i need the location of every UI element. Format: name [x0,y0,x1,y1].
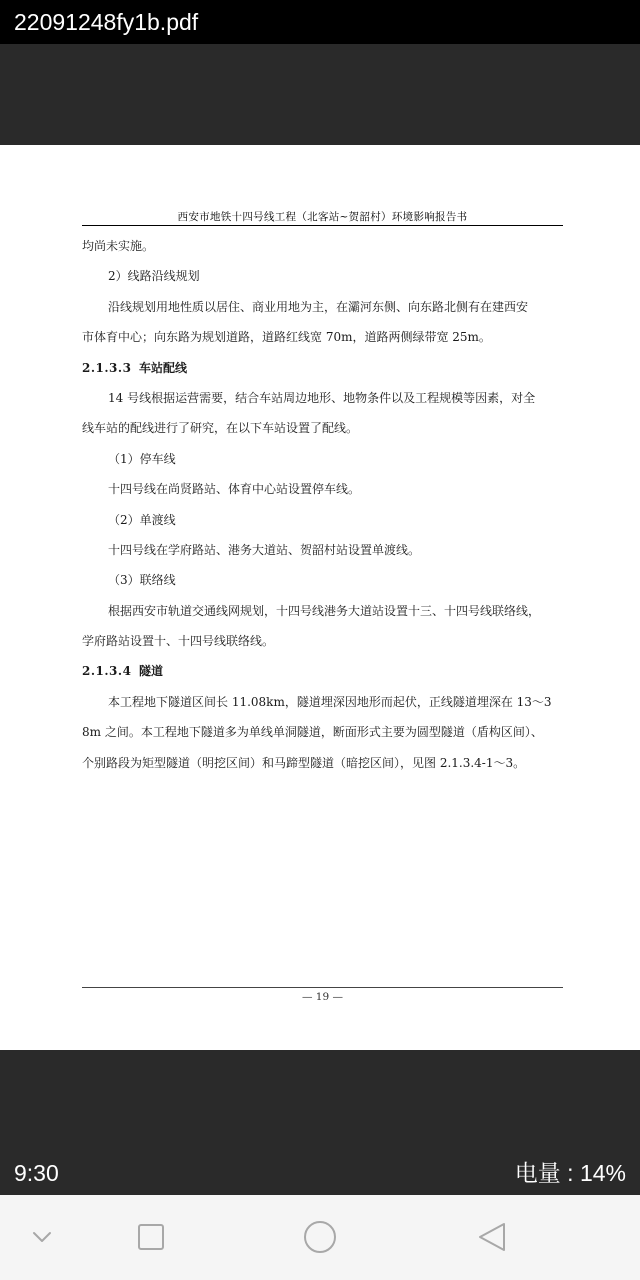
circle-icon [298,1215,342,1259]
chevron-down-icon [20,1215,64,1259]
body-line: 8m 之间。本工程地下隧道多为单线单洞隧道，断面形式主要为圆型隧道（盾构区间）、 [82,725,543,740]
recents-button[interactable] [129,1215,173,1259]
section-heading [82,353,563,383]
header-divider [82,225,563,226]
collapse-button[interactable] [20,1215,64,1259]
home-button[interactable] [298,1215,342,1259]
section-number: 2.1.3.3 [82,360,132,375]
page-number: — 19 — [301,991,344,1003]
body-line: 学府路站设置十、十四号线联络线。 [82,634,275,649]
page-body [82,231,563,778]
body-line: 十四号线在学府路站、港务大道站、贺韶村站设置单渡线。 [108,542,421,557]
body-line: 14 号线根据运营需要，结合车站周边地形、地物条件以及工程规模等因素，对全 [108,390,536,405]
body-line: 均尚未实施。 [82,239,155,253]
section-title: 车站配线 [139,360,188,375]
triangle-back-icon [470,1215,514,1259]
back-button[interactable] [470,1215,514,1259]
body-line: （2）单渡线 [108,512,176,527]
document-title: 22091248fy1b.pdf [14,9,199,35]
viewer-background-top [0,44,640,145]
body-line: 十四号线在尚贤路站、体育中心站设置停车线。 [108,482,361,497]
pdf-page[interactable] [0,145,640,1050]
status-battery: 电量 : 14% [514,1160,626,1186]
navigation-bar [0,1195,640,1280]
body-line: 根据西安市轨道交通线网规划，十四号线港务大道站设置十三、十四号线联络线， [108,603,541,618]
square-icon [129,1215,173,1259]
status-time: 9:30 [14,1160,59,1186]
body-line: （1）停车线 [108,451,176,466]
section-heading [82,656,563,686]
body-line: 个别路段为矩型隧道（明挖区间）和马蹄型隧道（暗挖区间），见图 2.1.3.4-1～3。 [82,755,526,770]
section-title: 隧道 [139,664,164,679]
title-bar [0,0,640,44]
body-line: （3）联络线 [108,573,176,588]
section-number: 2.1.3.4 [82,664,132,679]
body-line: 本工程地下隧道区间长 11.08km，隧道埋深因地形而起伏，正线隧道埋深在 13～3 [108,694,552,709]
body-line: 线车站的配线进行了研究，在以下车站设置了配线。 [82,421,359,436]
body-line: 市体育中心；向东路为规划道路，道路红线宽 70m，道路两侧绿带宽 25m。 [82,330,491,345]
body-line: 2）线路沿线规划 [108,269,200,284]
running-head: 西安市地铁十四号线工程（北客站~贺韶村）环境影响报告书 [177,211,468,223]
body-line: 沿线规划用地性质以居住、商业用地为主，在灞河东侧、向东路北侧有在建西安 [108,299,529,314]
